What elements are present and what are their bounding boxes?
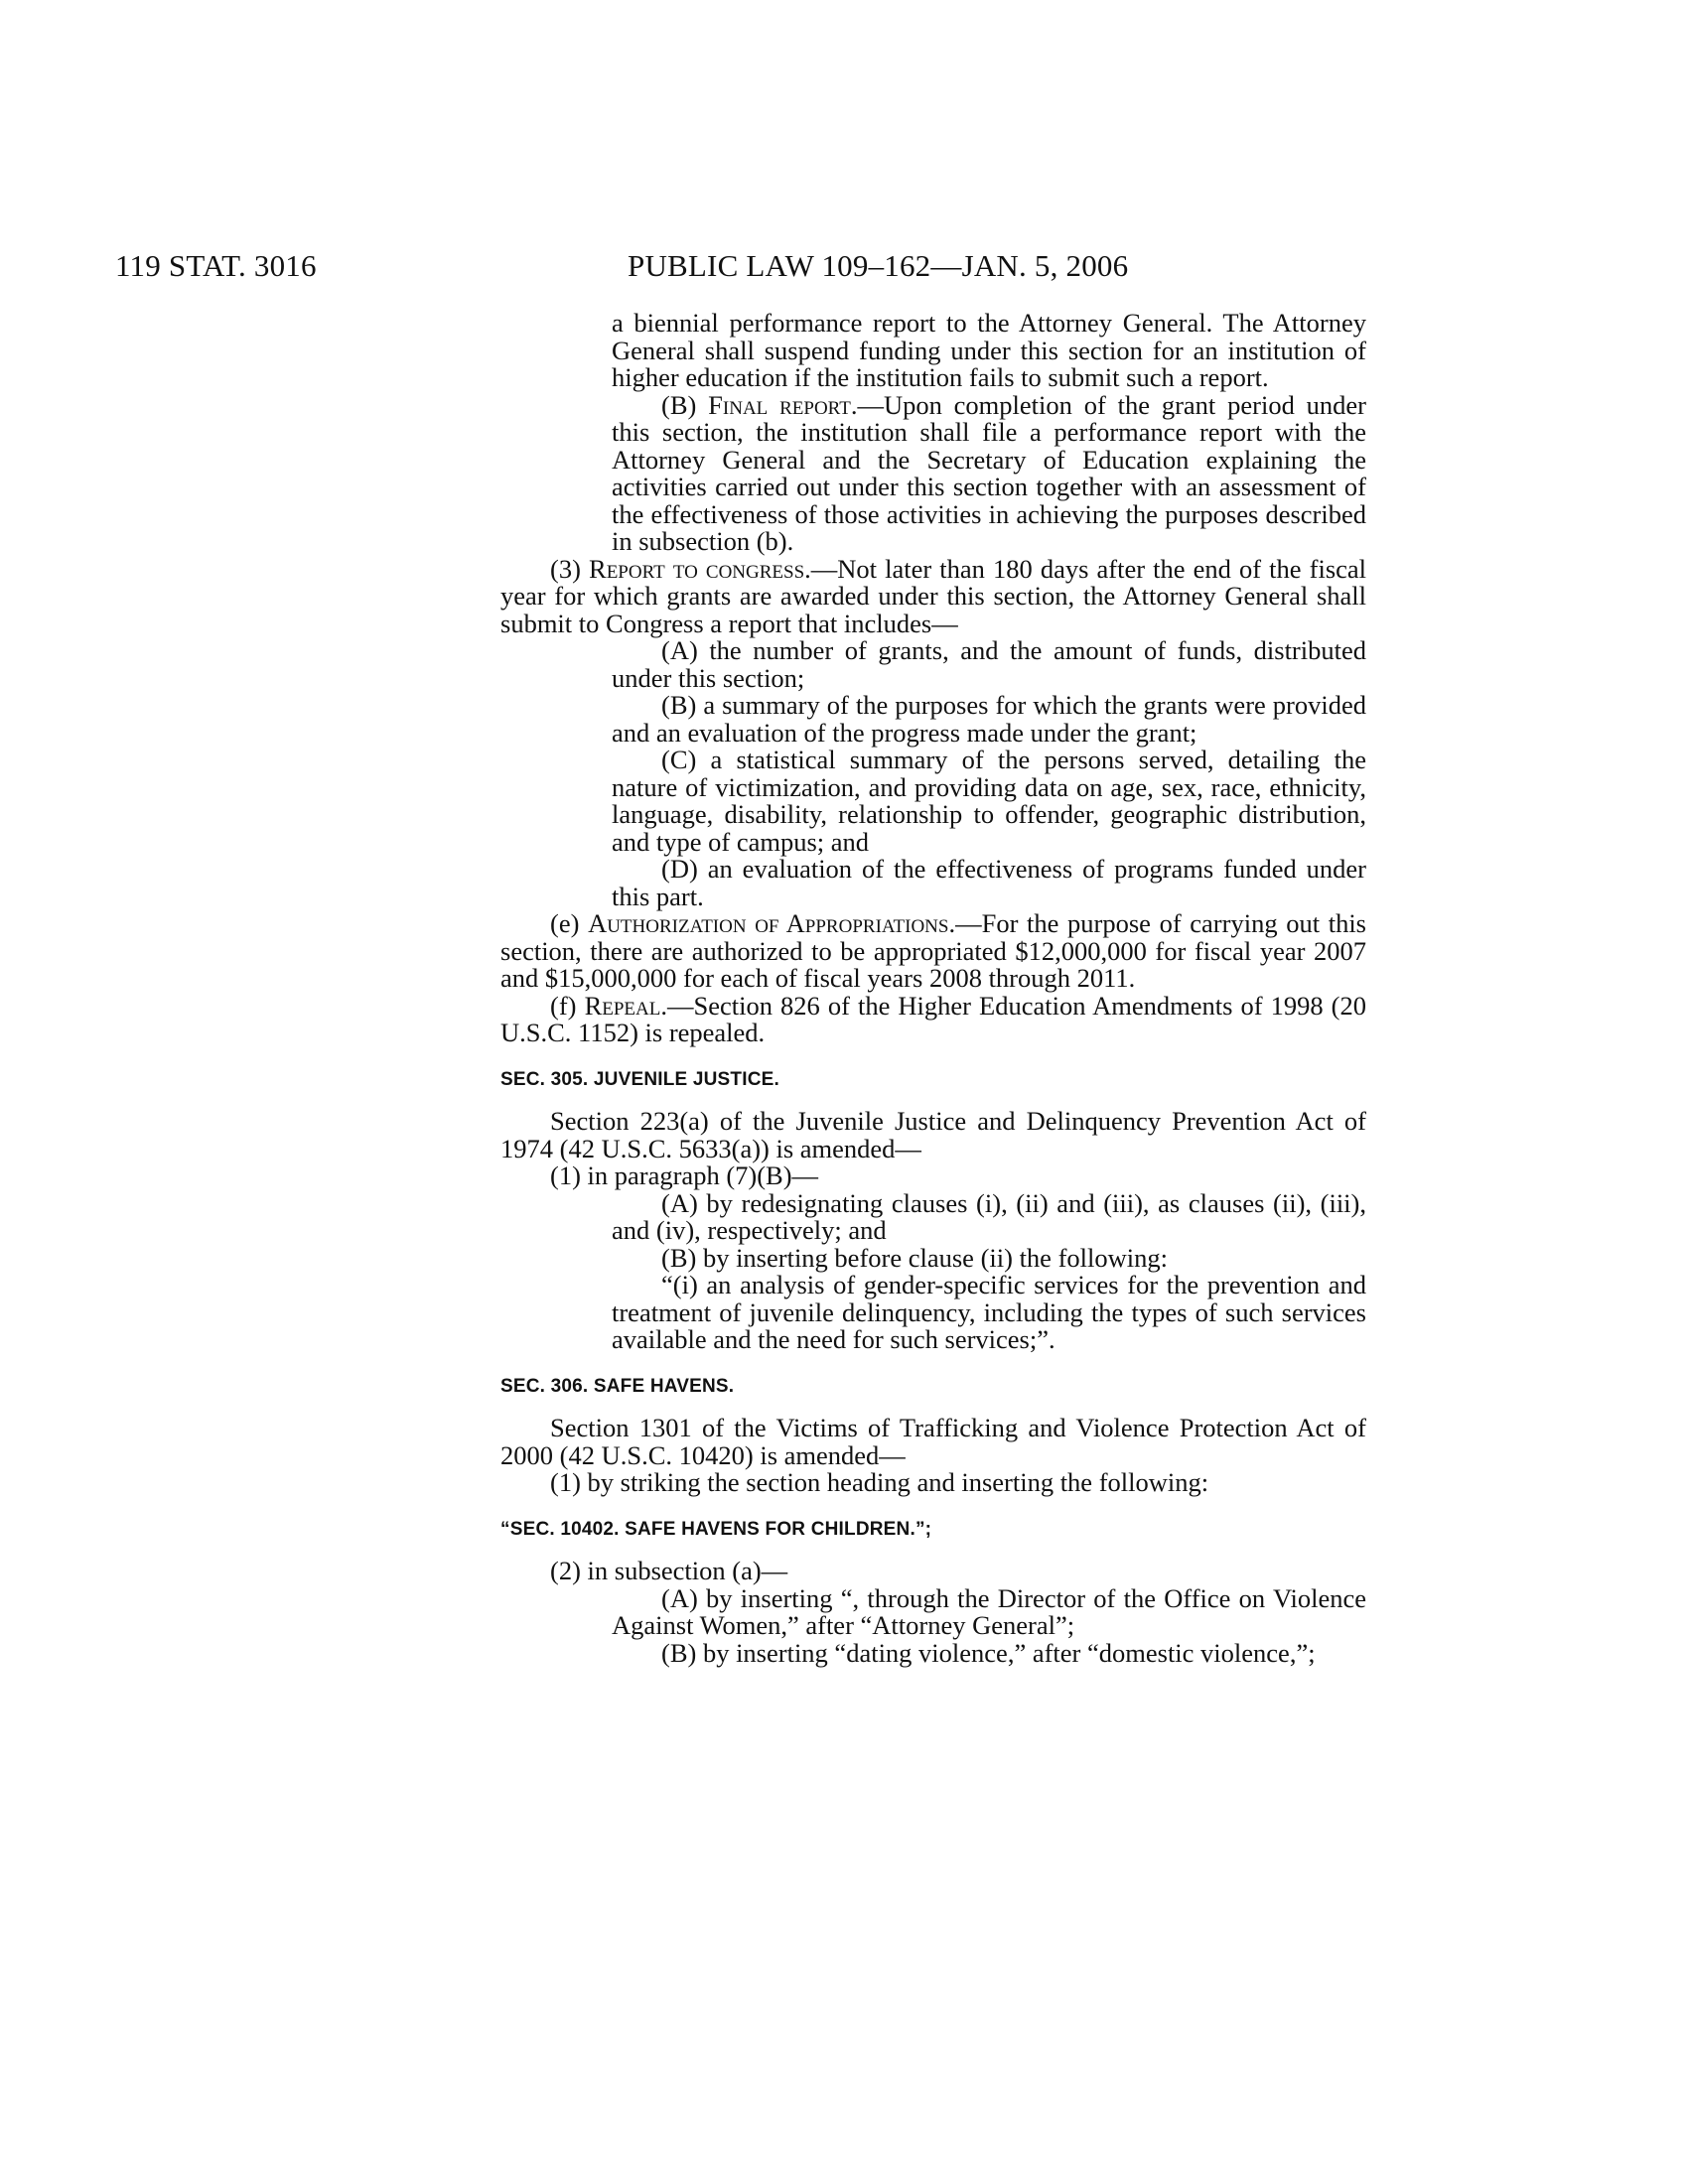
paragraph-text: .—Not later than 180 days after the end of the fiscal year for which grants are awarded under this section, the Attorney General shall submit to Congress a report that includes— bbox=[500, 553, 1367, 638]
subsection-heading: Repeal bbox=[584, 990, 661, 1021]
list-item-c: (C) a statistical summary of the persons served, detailing the nature of victimization, and providing data on age, sex, race, ethnicity, language, disability, relationship to offender, geographic distribution, and type of campus; and bbox=[612, 745, 1366, 857]
paragraph-text: .—For the purpose of carrying out this section, there are authorized to be appropriated $12,000,000 for fiscal year 2007 and $15,000,000 for each of fiscal years 2008 through 2011. bbox=[500, 908, 1366, 993]
section-heading-10402: “SEC. 10402. SAFE HAVENS FOR CHILDREN.”; bbox=[500, 1518, 932, 1540]
page-header-title: PUBLIC LAW 109–162—JAN. 5, 2006 bbox=[628, 248, 1129, 283]
paragraph-authorization bbox=[500, 910, 1366, 993]
item-number: (e) bbox=[550, 908, 580, 938]
paragraph-repeal bbox=[500, 990, 1367, 1047]
paragraph-306-intro: Section 1301 of the Victims of Trafficking and Violence Protection Act of 2000 (42 U.S.C. 10420) is amended— bbox=[500, 1413, 1366, 1470]
list-item-b: (B) a summary of the purposes for which the grants were provided and an evaluation of the progress made under the grant; bbox=[612, 690, 1366, 748]
list-item-a: (A) the number of grants, and the amount of funds, distributed under this section; bbox=[612, 635, 1366, 693]
paragraph-text: .—Upon completion of the grant period under this section, the institution shall file a performance report with the Attorney General and the Secretary of Education explaining the activities carried out under this section together with an assessment of the effectiveness of those activities in achieving the purposes described in subsection (b). bbox=[612, 389, 1367, 556]
subparagraph-heading: Final report bbox=[708, 389, 851, 420]
item-number: (3) bbox=[550, 553, 581, 584]
list-item-305-1: (1) in paragraph (7)(B)— bbox=[550, 1160, 819, 1190]
quoted-clause: “(i) an analysis of gender-specific services for the prevention and treatment of juvenile delinquency, including the types of such services available and the need for such services;”. bbox=[612, 1270, 1366, 1354]
paragraph-305-intro: Section 223(a) of the Juvenile Justice and Delinquency Prevention Act of 1974 (42 U.S.C. 5633(a)) is amended— bbox=[500, 1106, 1366, 1163]
list-item-306-2b: (B) by inserting “dating violence,” after “domestic violence,”; bbox=[661, 1637, 1316, 1668]
list-item-306-2a: (A) by inserting “, through the Director of the Office on Violence Against Women,” after “Attorney General”; bbox=[612, 1582, 1366, 1640]
paragraph-report-to-congress bbox=[500, 553, 1367, 638]
page-body bbox=[500, 310, 1366, 1667]
list-item-305-1a: (A) by redesignating clauses (i), (ii) and (iii), as clauses (ii), (iii), and (iv), respectively; and bbox=[612, 1187, 1366, 1245]
paragraph-final-report bbox=[500, 389, 1367, 556]
list-item-d: (D) an evaluation of the effectiveness of programs funded under this part. bbox=[612, 854, 1366, 911]
paragraph-text: .—Section 826 of the Higher Education Amendments of 1998 (20 U.S.C. 1152) is repealed. bbox=[500, 990, 1367, 1047]
section-heading-306: SEC. 306. SAFE HAVENS. bbox=[500, 1375, 735, 1397]
list-item-306-1: (1) by striking the section heading and inserting the following: bbox=[550, 1467, 1209, 1497]
item-number: (f) bbox=[550, 990, 577, 1021]
list-item-305-1b: (B) by inserting before clause (ii) the following: bbox=[661, 1242, 1168, 1273]
statute-page-number: 119 STAT. 3016 bbox=[115, 248, 317, 283]
list-item-306-2: (2) in subsection (a)— bbox=[550, 1556, 788, 1585]
subsection-heading: Authorization of Appropriations bbox=[588, 908, 949, 938]
section-heading-305: SEC. 305. JUVENILE JUSTICE. bbox=[500, 1068, 779, 1090]
paragraph-heading: Report to congress bbox=[589, 553, 805, 584]
paragraph-biennial-report: a biennial performance report to the Attorney General. The Attorney General shall suspend funding under this section for an institution of higher education if the institution fails to submit such a report. bbox=[612, 308, 1366, 392]
item-number: (B) bbox=[661, 389, 697, 420]
